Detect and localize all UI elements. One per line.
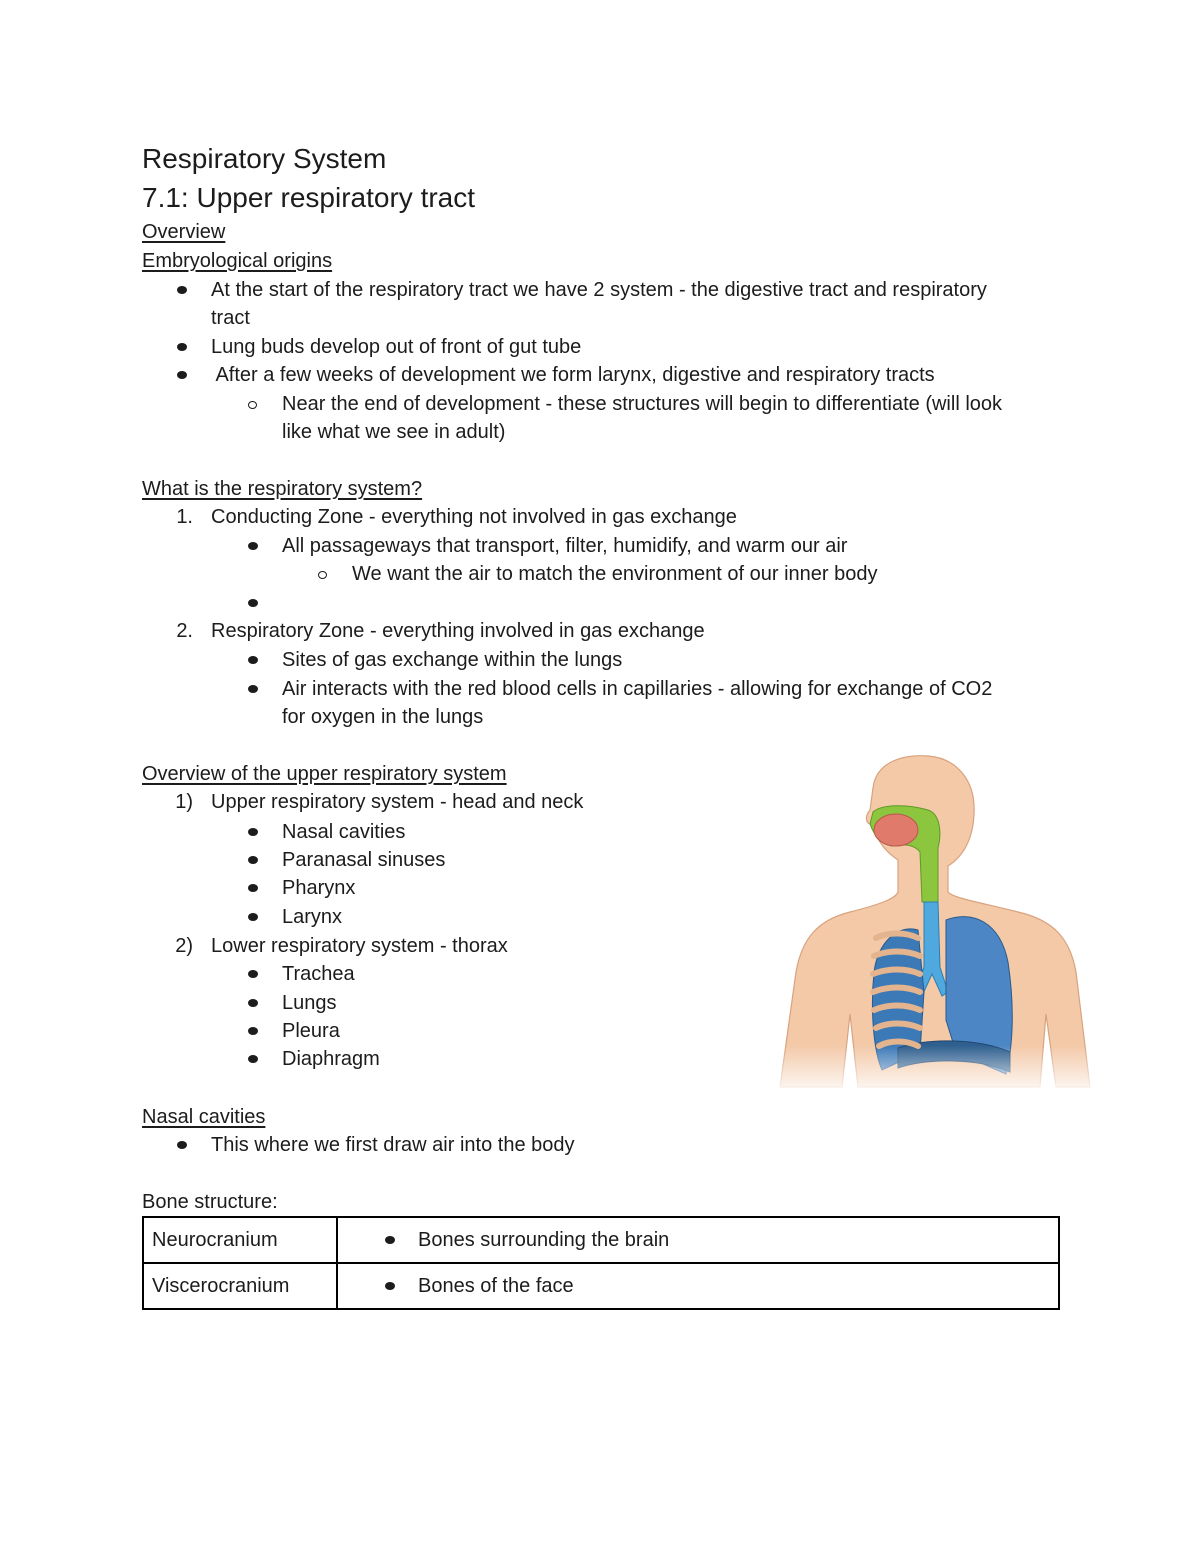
respiratory-system-illustration <box>778 752 1093 1097</box>
bullet-icon <box>177 343 187 351</box>
conducting-zone-item: Conducting Zone - everything not involved in gas exchange <box>211 506 737 528</box>
circle-bullet-icon <box>318 571 327 579</box>
embryology-heading: Embryological origins <box>142 250 333 272</box>
respiratory-zone-bullet-1: Sites of gas exchange within the lungs <box>282 649 623 671</box>
lower-list-item: Pleura <box>282 1020 340 1042</box>
bullet-icon <box>177 1141 187 1149</box>
bullet-icon <box>177 371 187 379</box>
list-number: 2) <box>175 935 193 957</box>
overview-heading: Overview <box>142 221 226 243</box>
embryology-bullet-1-cont: tract <box>211 307 250 329</box>
respiratory-zone-bullet-2-cont: for oxygen in the lungs <box>282 706 484 728</box>
bone-desc-cell <box>337 1263 1059 1309</box>
bullet-icon <box>177 286 187 294</box>
circle-bullet-icon <box>248 401 257 409</box>
what-is-heading: What is the respiratory system? <box>142 478 423 500</box>
upper-list-item: Nasal cavities <box>282 821 406 843</box>
bullet-icon <box>248 970 258 978</box>
table-row <box>143 1217 1059 1263</box>
bullet-icon <box>248 828 258 836</box>
upper-list-item: Pharynx <box>282 877 356 899</box>
bullet-icon <box>248 913 258 921</box>
nasal-bullet-1: This where we first draw air into the body <box>211 1134 575 1156</box>
bone-desc-cell <box>337 1217 1059 1263</box>
section-title: 7.1: Upper respiratory tract <box>142 182 476 213</box>
bone-name-cell: Neurocranium <box>143 1217 337 1263</box>
upper-overview-heading: Overview of the upper respiratory system <box>142 763 507 785</box>
bone-structure-table <box>142 1216 1060 1310</box>
bullet-icon <box>248 542 258 550</box>
respiratory-zone-bullet-2: Air interacts with the red blood cells in capillaries - allowing for exchange of CO2 <box>282 678 993 700</box>
lower-list-item: Trachea <box>282 963 355 985</box>
bone-structure-label: Bone structure: <box>142 1191 278 1213</box>
embryology-sub-bullet-1-cont: like what we see in adult) <box>282 421 506 443</box>
embryology-sub-bullet-1: Near the end of development - these structures will begin to differentiate (will look <box>282 393 1003 415</box>
conducting-zone-sub-bullet-1: We want the air to match the environment of our inner body <box>352 563 878 585</box>
bone-desc-text: Bones of the face <box>418 1274 574 1297</box>
bullet-icon <box>248 685 258 693</box>
lower-list-item: Diaphragm <box>282 1048 380 1070</box>
bullet-icon <box>385 1236 395 1244</box>
upper-list-item: Larynx <box>282 906 343 928</box>
bullet-icon <box>248 999 258 1007</box>
upper-system-item: Upper respiratory system - head and neck <box>211 791 584 813</box>
lower-system-item: Lower respiratory system - thorax <box>211 935 508 957</box>
embryology-bullet-3: After a few weeks of development we form larynx, digestive and respiratory tracts <box>211 364 935 386</box>
empty-bullet-icon <box>248 599 258 607</box>
list-number: 1) <box>175 791 193 813</box>
document-title: Respiratory System <box>142 143 387 174</box>
embryology-bullet-2: Lung buds develop out of front of gut tube <box>211 336 582 358</box>
bone-name-cell: Viscerocranium <box>143 1263 337 1309</box>
table-row <box>143 1263 1059 1309</box>
upper-list-item: Paranasal sinuses <box>282 849 446 871</box>
bone-desc-text: Bones surrounding the brain <box>418 1228 670 1251</box>
conducting-zone-bullet-1: All passageways that transport, filter, humidify, and warm our air <box>282 535 848 557</box>
bullet-icon <box>248 656 258 664</box>
bullet-icon <box>248 1027 258 1035</box>
respiratory-zone-item: Respiratory Zone - everything involved in gas exchange <box>211 620 705 642</box>
nasal-heading: Nasal cavities <box>142 1106 266 1128</box>
bullet-icon <box>248 856 258 864</box>
bullet-icon <box>385 1282 395 1290</box>
list-number: 1. <box>176 506 193 528</box>
bullet-icon <box>248 884 258 892</box>
embryology-bullet-1: At the start of the respiratory tract we have 2 system - the digestive tract and respiratory <box>211 279 987 301</box>
lower-list-item: Lungs <box>282 992 337 1014</box>
list-number: 2. <box>176 620 193 642</box>
bullet-icon <box>248 1055 258 1063</box>
